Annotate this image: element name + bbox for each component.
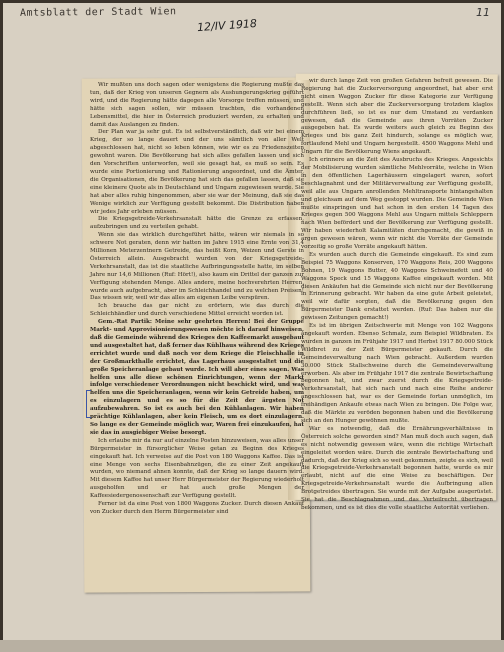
speaker-paragraph: Gem.-Rat Partik: Meine sehr geehrten Herren! Bei der Gruppe Markt- und Approvisionierungswesen möchte ich darauf hinweisen, daß die Gemeinde während des Krieges den Kaffeemarkt ausgebaut und ausgestaltet hat, daß ferner das Kühlhaus während des Krieges errichtet wurde und daß noch vor dem Kriege die Fleischhalle in der Großmarkthalle errichtet, das Lagerhaus ausgestaltet und die große Speicheranlage gebaut wurde. Ich will aber eines sagen. Was helfen uns alle diese schönen Einrichtungen, wenn der Markt infolge verschiedener Verordnungen nicht beschickt wird, und was helfen uns die Speicheranlagen, wenn wir kein Getreide haben, um es einzulagern und es so für die Zeit der ärgsten Not aufzubewahren. So ist es auch bei den Kühlanlagen. Wir haben prächtige Kühlanlagen, aber kein Fleisch, um es dort einzulagern. So lange es der Gemeinde möglich war, Waren frei einzukaufen, hat sie das in ausgiebiger Weise besorgt. <box>90 319 304 436</box>
paragraph: wir durch lange Zeit von großen Gefahren befreit gewesen. Die Regierung hat die Zuckerversorgung angeordnet, hat aber erst nicht einen Waggon Zucker für diese Kategorie zur Verfügung gestellt. Wenn sich aber die Zuckerversorgung trotzdem klaglos durchführen ließ, so ist es nur dem Umstand zu verdanken gewesen, daß die Gemeinde aus ihren Vorräten Zucker ausgegeben hat. Es wurde weiters auch gleich zu Beginn des Krieges und bis ganz Zeit hindurch, solange es möglich war, fortlaufend Mehl und Ungarn hergestellt. 4500 Waggons Mehl und Ungarn für die Bevölkerung Wiens angekauft. <box>301 78 493 156</box>
paragraph: Es ist im übrigen Zeitschwerte mit Menge von 102 Waggons angekauft worden. Ebenso Schmalz, zum Beispiel Wildbraten. Es wurden in ganzen im Frühjahr 1917 und Herbst 1917 80.000 Stück Wildbret zu der Zeit Bürgermeister gekauft. Durch die Gemeindeverwaltung nach Wien gebracht. Außerdem wurden 30.000 Stück Stallschweine durch die Gemeindeverwaltung erworben. Als aber im Frühjahr 1917 die zentrale Bewirtschaftung begonnen hat, und zwar zuerst durch die Kriegsgetreide-Verkehrsanstalt, hat sich nach und nach eine Reihe anderer angeschlossen hat, war es der Gemeinde fortan unmöglich, im freihändigen Ankaufe etwas nach Wien zu bringen. Die Folge war, daß die Märkte zu veröden begonnen haben und die Bevölkerung sich an den Hunger gewöhnen mußte. <box>301 323 493 424</box>
paragraph: Wir mußten uns doch sagen oder wenigstens die Regierung mußte das tun, daß der Krieg von unseren Gegnern als Aushungerungskrieg geführt wird, und die Regierung hätte dagegen alle Vorsorge treffen müssen, und hätte sich sagen sollen, wir müssen trachten, die vorhandenen Lebensmittel, die hier in Österreich produziert werden, zu erhalten und damit das Auslangen zu finden. <box>90 82 304 128</box>
paragraph: Ich erinnere an die Zeit des Ausbruchs des Krieges. Angesichts der Mobilisierung wurden sämtliche Mehlvorräte, welche in Wien in den öffentlichen Lagerhäusern eingelagert waren, sofort beschlagnahmt und der Militärverwaltung zur Verfügung gestellt, weil alle aus Ungarn anrollenden Mehltransporte hintangehalten und gleichsam auf dem Weg gestoppt wurden. Die Gemeinde Wien mußte einspringen und hat schon in den ersten 14 Tagen des Krieges gegen 500 Waggons Mehl aus Ungarn mittels Schleppern nach Wien befördert und der Bevölkerung zur Verfügung gestellt. Wir haben wiederholt Kalamitäten durchgemacht, die gewiß in argen gewesen wären, wenn wir nicht die Vorräte der Gemeinde vorzeitig so große Vorräte angekauft hätten. <box>301 157 493 251</box>
paragraph: War es notwendig, daß die Ernährungsverhältnisse in Österreich solche geworden sind? Man muß doch auch sagen, daß es nicht notwendig gewesen wäre, wenn die richtige Wirtschaft eingeleitet worden wäre. Durch die zentrale Bewirtschaftung und dadurch, daß der Krieg sich so weit gekommen, zeigte es sich, weil die Kriegsgetreide-Verkehrsanstalt begonnen hatte, wurde es mir erlaubt, nicht auf die eine Weise zu beschäftigen. Der Kriegsgetreide-Verkehrsanstalt wurde die Aufbringung allen Brotgetreides übertragen. Sie wurde mit der Aufgabe ausgerüstet. Sie hat die Beschlagnahmen und das Verteilrecht übertragen bekommen, und es ist dies die volle staatliche Autorität verliehen. <box>301 425 493 511</box>
paragraph: Die Kriegsgetreide-Verkehrsanstalt hätte die Grenze zu erfassen, aufzubringen und zu verteilen gehabt. <box>90 216 304 231</box>
paragraph: Der Plan war ja sehr gut. Es ist selbstverständlich, daß wir bei einem Krieg, der so lange dauert und der uns sämtlich von aller Welt abgeschlossen hat, nicht so leben können, wie wir es zu Friedenszeiten gewohnt waren. Die Bevölkerung hat sich alles gefallen lassen und sich den Vorschriften unterworfen, weil sie gesagt hat, es muß so sein. Es wurde eine Portionierung und Rationierung angeordnet, und die Ämter, die Organisationen, die Bevölkerung hat sich das gefallen lassen, daß sie eine kleinere Quote als in Deutschland und Ungarn zugewiesen wurde. Sie hat aber alles ruhig hingenommen, aber sie war der Meinung, daß sie das Wenige wirklich zur Verfügung gestellt bekommt. Die Distribution haben wir jedes Jahr erleben müssen. <box>90 129 304 215</box>
paragraph: Es wurden auch durch die Gemeinde eingekauft. Es sind zum Beispiel 75 Waggons Konserven, 170 Waggons Reis, 200 Waggons Bohnen, 19 Waggons Butter, 40 Waggons Schweinefett und 40 Waggons Speck und 15 Waggons Kaffee eingekauft worden. Mit diesen Ankäufen hat die Gemeinde sich nicht nur der Bevölkerung in Erinnerung gebracht. Wir haben da eine gute Arbeit geleistet, weil wir dafür sorgten, daß die Bevölkerung gegen den Bürgermeister Dank erstattet werden. (Ruf: Das haben nur die gewissen Zeitungen gemacht!) <box>301 251 493 322</box>
handwritten-date: 12/IV 1918 <box>196 16 258 35</box>
newspaper-header-stamp: Amtsblatt der Stadt Wien <box>19 6 177 19</box>
archive-page-number: 11 <box>476 6 490 19</box>
paragraph: Ich erlaube mir da nur auf einzelne Posten hinzuweisen, was alles unser Bürgermeister in fürsorglicher Weise getan zu Beginn des Krieges eingekauft hat. Ich verweise auf die Post von 180 Waggons Kaffee. Das ist eine Menge von sechs Eisenbahnzügen, die zu einer Zeit angekauft wurden, wo niemand ahnen konnte, daß der Krieg so lange dauern wird. Mit diesem Kaffee hat unser Herr Bürgermeister der Regierung wiederholt ausgeholfen und er hat auch große Mengen der Kaffeesiedergenossenschaft zur Verfügung gestellt. <box>90 437 304 500</box>
right-text-column <box>301 78 493 511</box>
left-text-column <box>90 82 304 588</box>
paragraph: Ich brauche das gar nicht zu erörtern, wie das durch die Schleichhändler und durch verschiedene Mittel erreicht worden ist. <box>90 303 304 318</box>
margin-bracket-mark <box>86 390 91 418</box>
scan-bottom-strip <box>0 640 504 652</box>
paragraph: Ferner ist da eine Post von 1800 Waggons Zucker. Durch diesen Ankauf von Zucker durch den Herrn Bürgermeister sind <box>90 501 304 515</box>
paragraph: Wenn sie das wirklich durchgeführt hätte, wären wir niemals in so schwere Not geraten, denn wir hatten im Jahre 1915 eine Ernte von 31,4 Millionen Meterzentnern Getreide, das heißt Korn, Weizen und Gerste in Österreich allein. Ausgebracht wurden von der Kriegsgetreide-Verkehrsanstalt, das ist die staatliche Aufbringungsstelle hatte, im selben Jahre nur 14,6 Millionen (Ruf: Hört!), also kaum ein Drittel der ganzen zur Verfügung stehenden Menge. Alles andere, meine hochverehrten Herren, wurde auch aufgebracht, aber im Schleichhandel und zu welchen Preisen! Das wissen wir, weil wir das alles am eigenen Leibe verspüren. <box>90 232 304 302</box>
